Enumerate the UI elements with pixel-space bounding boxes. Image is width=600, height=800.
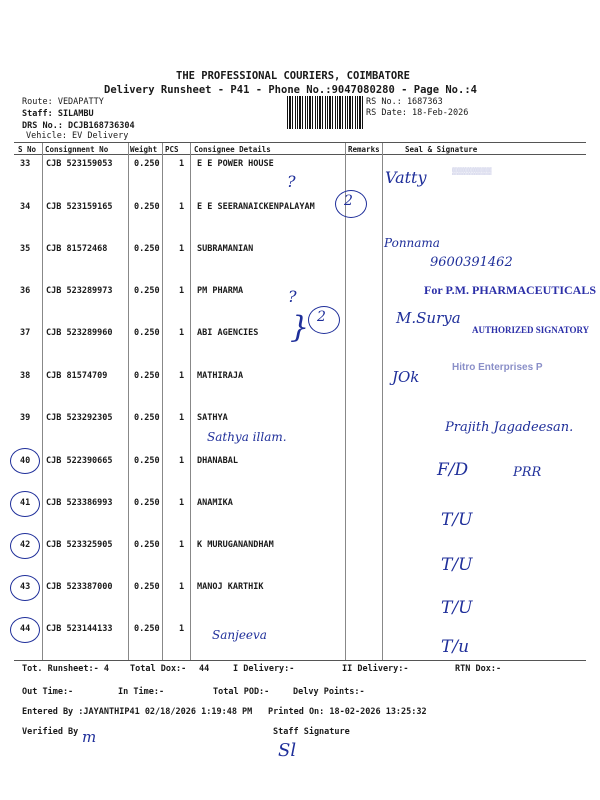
row-weight: 0.250 (134, 159, 160, 169)
row-consignment: CJB 523159053 (46, 159, 113, 169)
row-consignee: ABI AGENCIES (197, 328, 259, 338)
faint-stamp-row-38: Hitro Enterprises P (452, 362, 543, 373)
row-consignee: SUBRAMANIAN (197, 244, 254, 254)
company-title: THE PROFESSIONAL COURIERS, COIMBATORE (176, 70, 410, 82)
row-sno: 39 (20, 413, 31, 423)
row-weight: 0.250 (134, 540, 160, 550)
col-sep (162, 143, 163, 660)
verified-by: Verified By (22, 727, 79, 737)
vehicle-label: Vehicle: EV Delivery (26, 131, 129, 141)
col-sep (382, 143, 383, 660)
row-consignment: CJB 523159165 (46, 202, 113, 212)
col-seal-signature: Seal & Signature (405, 145, 478, 154)
printed-on: Printed On: 18-02-2026 13:25:32 (268, 707, 427, 717)
row-consignee: K MURUGANANDHAM (197, 540, 274, 550)
row-weight: 0.250 (134, 498, 160, 508)
sno-circle (10, 491, 40, 517)
mark-row-43: T/U (441, 598, 473, 618)
row-consignee: DHANABAL (197, 456, 238, 466)
total-dox-label: Total Dox:- (130, 664, 187, 674)
route-label: Route: VEDAPATTY (22, 97, 104, 107)
brace-mark: } (290, 310, 310, 345)
table-bottom-rule (14, 660, 586, 661)
col-pcs: PCS (165, 145, 179, 154)
col-remarks: Remarks (348, 145, 380, 154)
barcode-image (287, 96, 365, 129)
row-sno: 44 (20, 624, 31, 634)
staff-label: Staff: SILAMBU (22, 109, 94, 119)
bracket-mark: ? (288, 287, 297, 306)
row-pcs: 1 (179, 371, 185, 381)
bracket-mark: ? (287, 172, 296, 191)
row-consignment: CJB 523289960 (46, 328, 113, 338)
col-consignee: Consignee Details (194, 145, 271, 154)
row-sno: 42 (20, 540, 31, 550)
table-top-rule (14, 142, 586, 143)
row-consignee: SATHYA (197, 413, 228, 423)
row-sno: 43 (20, 582, 31, 592)
out-time: Out Time:- (22, 687, 74, 697)
row-consignment: CJB 523289973 (46, 286, 113, 296)
sno-circle (10, 448, 40, 474)
row-weight: 0.250 (134, 328, 160, 338)
row-pcs: 1 (179, 286, 185, 296)
col-sep (345, 143, 346, 660)
phone-row-35: 9600391462 (430, 255, 513, 270)
row-consignee: PM PHARMA (197, 286, 244, 296)
col-sep (42, 143, 43, 660)
drs-label: DRS No.: DCJB168736304 (22, 121, 135, 131)
stamp-row-36: For P.M. PHARMACEUTICALS (424, 283, 597, 297)
stamp-row-37: AUTHORIZED SIGNATORY (472, 325, 590, 335)
row-consignee: E E POWER HOUSE (197, 159, 274, 169)
row-consignment: CJB 523387000 (46, 582, 113, 592)
row-pcs: 1 (179, 498, 185, 508)
rtn-dox: RTN Dox:- (455, 664, 502, 674)
table-header-rule (14, 154, 586, 155)
rs-date: RS Date: 18-Feb-2026 (366, 108, 469, 118)
col-sep (190, 143, 191, 660)
signature-row-38: JOk (392, 368, 420, 386)
runsheet-subtitle: Delivery Runsheet - P41 - Phone No.:9047080280 - Page No.:4 (104, 84, 477, 96)
row-sno: 37 (20, 328, 31, 338)
row-pcs: 1 (179, 202, 185, 212)
row-pcs: 1 (179, 456, 185, 466)
mark-row-44: T/u (441, 637, 470, 657)
row-sno: 41 (20, 498, 31, 508)
in-time: In Time:- (118, 687, 165, 697)
row-sno: 34 (20, 202, 31, 212)
row-weight: 0.250 (134, 413, 160, 423)
row-consignee: ANAMIKA (197, 498, 233, 508)
row-sno: 33 (20, 159, 31, 169)
rs-number: RS No.: 1687363 (366, 97, 443, 107)
row-consignment: CJB 523386993 (46, 498, 113, 508)
row-pcs: 1 (179, 159, 185, 169)
total-pod: Total POD:- (213, 687, 270, 697)
row-weight: 0.250 (134, 286, 160, 296)
sno-circle (10, 617, 40, 643)
row-pcs: 1 (179, 244, 185, 254)
row-weight: 0.250 (134, 244, 160, 254)
row-consignment: CJB 81572468 (46, 244, 108, 254)
verified-signature: m (82, 728, 97, 746)
col-weight: Weight (130, 145, 158, 154)
row-weight: 0.250 (134, 371, 160, 381)
row-weight: 0.250 (134, 582, 160, 592)
row-sno: 36 (20, 286, 31, 296)
signature-row-35: Ponnama (384, 236, 440, 250)
row-sno: 40 (20, 456, 31, 466)
faint-stamp-row-33: ▒▒▒▒▒▒▒▒ (452, 168, 492, 175)
col-sno: S No (18, 145, 37, 154)
row-weight: 0.250 (134, 202, 160, 212)
tot-runsheet: Tot. Runsheet:- 4 (22, 664, 109, 674)
row-consignment: CJB 523144133 (46, 624, 113, 634)
signature-row-33: Vatty (385, 168, 427, 187)
mark-row-42: T/U (441, 555, 473, 575)
sno-circle (10, 575, 40, 601)
row-weight: 0.250 (134, 456, 160, 466)
row-pcs: 1 (179, 624, 185, 634)
note-row-44: Sanjeeva (212, 628, 267, 642)
row-pcs: 1 (179, 582, 185, 592)
row-consignee: MANOJ KARTHIK (197, 582, 264, 592)
staff-signature-label: Staff Signature (273, 727, 350, 737)
row-pcs: 1 (179, 413, 185, 423)
row-consignment: CJB 523325905 (46, 540, 113, 550)
delvy-points: Delvy Points:- (293, 687, 365, 697)
remark-row-40: PRR (513, 465, 542, 480)
row-pcs: 1 (179, 328, 185, 338)
row-weight: 0.250 (134, 624, 160, 634)
ii-delivery: II Delivery:- (342, 664, 409, 674)
i-delivery: I Delivery:- (233, 664, 295, 674)
row-consignment: CJB 81574709 (46, 371, 108, 381)
signature-row-37: M.Surya (396, 309, 461, 327)
mark-row-41: T/U (441, 510, 473, 530)
signature-row-39: Prajith Jagadeesan. (445, 420, 574, 435)
row-consignment: CJB 522390665 (46, 456, 113, 466)
col-sep (128, 143, 129, 660)
row-pcs: 1 (179, 540, 185, 550)
sno-circle (10, 533, 40, 559)
count-row-34: 2 (344, 193, 353, 209)
count-row-37: 2 (317, 309, 326, 325)
mark-row-40: F/D (437, 460, 469, 480)
entered-by: Entered By :JAYANTHIP41 02/18/2026 1:19:48 PM (22, 707, 253, 717)
row-consignee: E E SEERANAICKENPALAYAM (197, 202, 315, 212)
staff-signature: Sl (278, 740, 297, 761)
col-consignment: Consignment No (45, 145, 109, 154)
row-consignment: CJB 523292305 (46, 413, 113, 423)
row-sno: 38 (20, 371, 31, 381)
row-sno: 35 (20, 244, 31, 254)
total-dox-value: 44 (199, 664, 210, 674)
note-row-39: Sathya illam. (207, 430, 287, 444)
row-consignee: MATHIRAJA (197, 371, 244, 381)
